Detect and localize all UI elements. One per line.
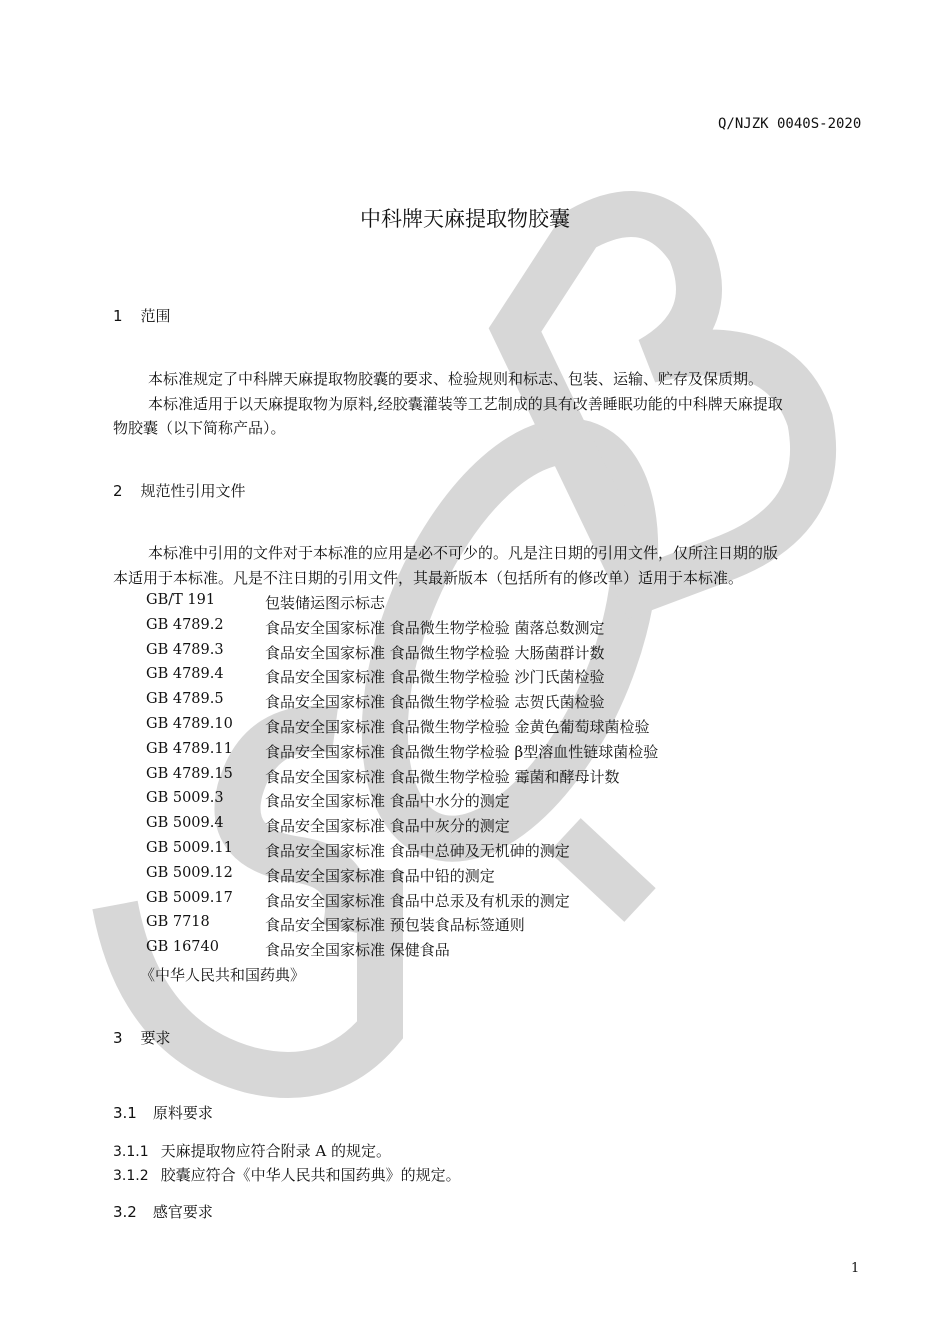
reference-code: GB/T 191 [146, 592, 216, 608]
section-1-paragraph-2: 本标准适用于以天麻提取物为原料,经胶囊灌装等工艺制成的具有改善睡眠功能的中科牌天麻提取 [148, 395, 783, 413]
reference-title: 食品安全国家标准 食品中灰分的测定 [265, 817, 510, 835]
reference-title: 食品安全国家标准 食品中水分的测定 [265, 792, 510, 810]
reference-title: 食品安全国家标准 保健食品 [265, 941, 450, 959]
reference-code: GB 5009.4 [146, 815, 224, 831]
section-number: 3.1 [113, 1104, 137, 1122]
section-number: 2 [113, 482, 123, 500]
clause-number: 3.1.2 [113, 1168, 149, 1184]
section-3-1-heading [113, 1102, 213, 1123]
reference-title: 食品安全国家标准 食品微生物学检验 沙门氏菌检验 [265, 668, 605, 686]
section-2-paragraph-1: 本标准中引用的文件对于本标准的应用是必不可少的。凡是注日期的引用文件，仅所注日期的版 [148, 544, 779, 562]
reference-title: 食品安全国家标准 食品中铅的测定 [265, 867, 495, 885]
reference-code: GB 4789.5 [146, 691, 224, 707]
section-number: 3 [113, 1029, 123, 1047]
watermark-letter-s [238, 729, 349, 930]
reference-title: 食品安全国家标准 食品微生物学检验 志贺氏菌检验 [265, 693, 605, 711]
reference-code: GB 4789.11 [146, 741, 233, 757]
section-title: 原料要求 [152, 1104, 213, 1122]
clause-number: 3.1.1 [113, 1144, 149, 1160]
clause-text: 天麻提取物应符合附录 A 的规定。 [160, 1142, 391, 1160]
reference-code: GB 5009.3 [146, 790, 224, 806]
reference-code: GB 5009.12 [146, 865, 233, 881]
reference-code: GB 4789.3 [146, 642, 224, 658]
page-number: 1 [851, 1261, 860, 1276]
section-number: 3.2 [113, 1203, 137, 1221]
document-title: 中科牌天麻提取物胶囊 [360, 207, 570, 231]
reference-code: GB 4789.4 [146, 666, 224, 682]
standard-code: Q/NJZK 0040S-2020 [718, 116, 862, 132]
reference-title: 食品安全国家标准 食品微生物学检验 金黄色葡萄球菌检验 [265, 718, 650, 736]
reference-title: 食品安全国家标准 预包装食品标签通则 [265, 916, 525, 934]
section-title: 规范性引用文件 [140, 482, 246, 500]
reference-title: 食品安全国家标准 食品微生物学检验 霉菌和酵母计数 [265, 768, 620, 786]
clause-3-1-1 [113, 1140, 391, 1161]
clause-text: 胶囊应符合《中华人民共和国药典》的规定。 [160, 1166, 461, 1184]
reference-title: 食品安全国家标准 食品微生物学检验 菌落总数测定 [265, 619, 605, 637]
section-2-paragraph-1-cont: 本适用于本标准。凡是不注日期的引用文件，其最新版本（包括所有的修改单）适用于本标准。 [113, 569, 744, 587]
section-1-heading [113, 305, 171, 326]
section-1-paragraph-1: 本标准规定了中科牌天麻提取物胶囊的要求、检验规则和标志、包装、运输、贮存及保质期。 [148, 370, 764, 388]
reference-title: 食品安全国家标准 食品中总砷及无机砷的测定 [265, 842, 570, 860]
reference-title: 食品安全国家标准 食品微生物学检验 大肠菌群计数 [265, 644, 605, 662]
reference-code: GB 4789.15 [146, 766, 233, 782]
reference-title: 食品安全国家标准 食品微生物学检验 β型溶血性链球菌检验 [265, 743, 659, 761]
reference-code: GB 5009.17 [146, 890, 233, 906]
section-title: 感官要求 [152, 1203, 213, 1221]
reference-code: GB 16740 [146, 939, 219, 955]
watermark-letter-q [334, 406, 686, 874]
reference-code: GB 4789.10 [146, 716, 233, 732]
reference-code: GB 4789.2 [146, 617, 224, 633]
section-3-2-heading [113, 1201, 213, 1222]
pharmacopoeia-reference: 《中华人民共和国药典》 [140, 966, 306, 984]
section-title: 要求 [140, 1029, 171, 1047]
reference-code: GB 5009.11 [146, 840, 233, 856]
reference-code: GB 7718 [146, 914, 210, 930]
reference-title: 食品安全国家标准 食品中总汞及有机汞的测定 [265, 892, 570, 910]
section-1-paragraph-2-cont: 物胶囊（以下简称产品）。 [113, 419, 286, 437]
clause-3-1-2 [113, 1164, 461, 1185]
section-number: 1 [113, 307, 123, 325]
section-2-heading [113, 480, 246, 501]
section-3-heading [113, 1027, 171, 1048]
section-title: 范围 [140, 307, 171, 325]
reference-title: 包装储运图示标志 [265, 594, 386, 612]
